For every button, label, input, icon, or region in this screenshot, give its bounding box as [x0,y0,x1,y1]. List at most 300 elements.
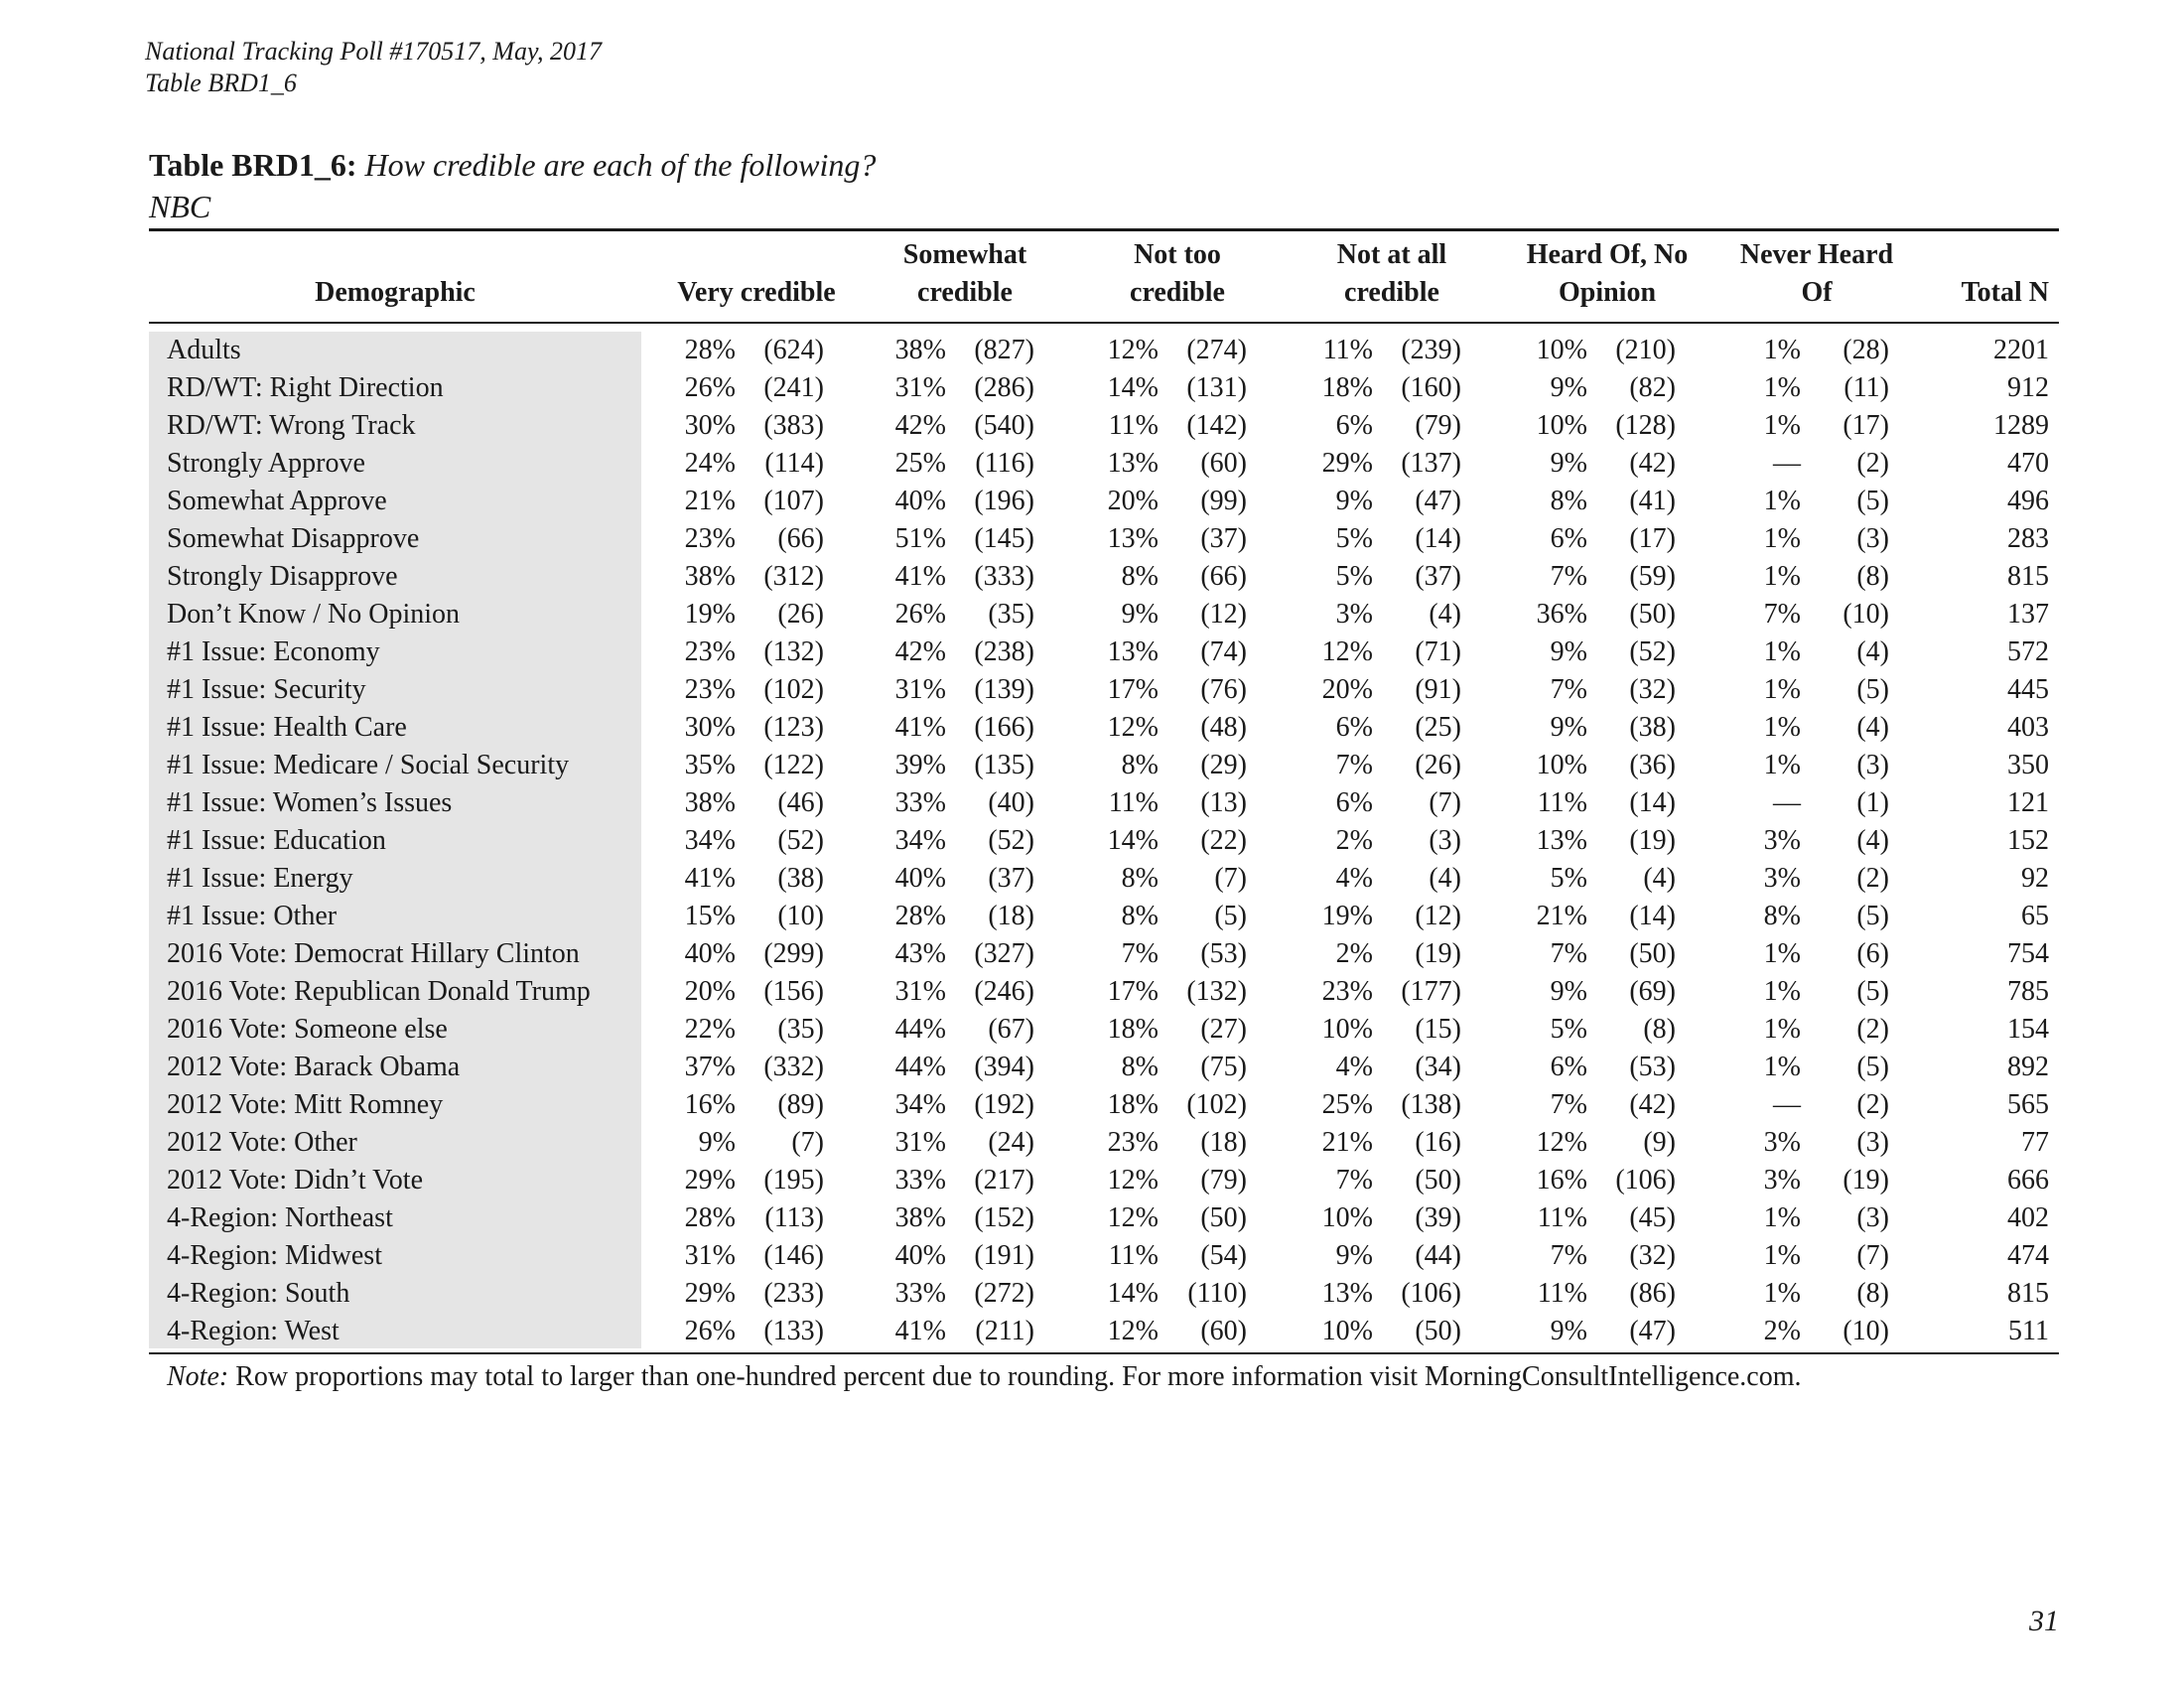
heard-of-no-opinion-percent: 12% [1536,1127,1587,1158]
not-at-all-credible-percent: 13% [1321,1278,1373,1309]
heard-of-no-opinion-count: (50) [1629,599,1676,630]
heard-of-no-opinion-count: (86) [1629,1278,1676,1309]
never-heard-of-count: (8) [1856,561,1889,592]
heard-of-no-opinion-count: (4) [1643,863,1676,894]
never-heard-of-percent: 1% [1763,750,1801,780]
not-at-all-credible-percent: 29% [1321,448,1373,479]
never-heard-of-percent: 1% [1763,335,1801,365]
very-credible-count: (52) [777,825,824,856]
somewhat-credible-percent: 31% [894,1127,946,1158]
table-title [149,145,876,185]
somewhat-credible-percent: 38% [894,335,946,365]
somewhat-credible-count: (67) [988,1014,1034,1045]
row-label: #1 Issue: Economy [167,636,380,667]
never-heard-of-count: (6) [1856,938,1889,969]
row-label: 4-Region: Midwest [167,1240,382,1271]
row-label: Don’t Know / No Opinion [167,599,461,630]
never-heard-of-percent: 1% [1763,523,1801,554]
somewhat-credible-percent: 34% [894,825,946,856]
not-at-all-credible-percent: 6% [1335,410,1373,441]
somewhat-credible-percent: 26% [894,599,946,630]
heard-of-no-opinion-count: (128) [1615,410,1676,441]
table-title-label: Table BRD1_6: [149,147,357,183]
very-credible-count: (132) [763,636,824,667]
very-credible-percent: 40% [684,938,736,969]
very-credible-percent: 38% [684,561,736,592]
somewhat-credible-percent: 41% [894,561,946,592]
row-label: 4-Region: West [167,1316,340,1346]
not-too-credible-percent: 20% [1107,486,1159,516]
somewhat-credible-count: (327) [974,938,1034,969]
heard-of-no-opinion-percent: 6% [1550,523,1587,554]
not-at-all-credible-percent: 5% [1335,561,1373,592]
very-credible-count: (38) [777,863,824,894]
never-heard-of-percent: 3% [1763,1165,1801,1196]
row-label: 2016 Vote: Someone else [167,1014,448,1045]
never-heard-of-percent: 1% [1763,372,1801,403]
somewhat-credible-percent: 39% [894,750,946,780]
not-at-all-credible-count: (177) [1401,976,1461,1007]
somewhat-credible-percent: 25% [894,448,946,479]
not-too-credible-count: (131) [1186,372,1247,403]
very-credible-percent: 24% [684,448,736,479]
header-rule [149,322,2059,324]
not-too-credible-count: (7) [1214,863,1247,894]
very-credible-count: (146) [763,1240,824,1271]
total-n: 445 [2007,674,2049,705]
somewhat-credible-count: (333) [974,561,1034,592]
very-credible-percent: 38% [684,787,736,818]
row-label: #1 Issue: Women’s Issues [167,787,453,818]
never-heard-of-percent: 1% [1763,1014,1801,1045]
table-row [149,973,2059,1011]
not-too-credible-count: (76) [1200,674,1247,705]
table-row [149,822,2059,860]
total-n: 154 [2007,1014,2049,1045]
total-n: 785 [2007,976,2049,1007]
heard-of-no-opinion-count: (17) [1629,523,1676,554]
somewhat-credible-count: (394) [974,1052,1034,1082]
very-credible-percent: 41% [684,863,736,894]
not-too-credible-percent: 12% [1107,1165,1159,1196]
heard-of-no-opinion-count: (19) [1629,825,1676,856]
row-label: RD/WT: Wrong Track [167,410,416,441]
somewhat-credible-percent: 43% [894,938,946,969]
not-at-all-credible-percent: 10% [1321,1316,1373,1346]
row-label: 2016 Vote: Democrat Hillary Clinton [167,938,580,969]
very-credible-count: (114) [764,448,824,479]
table-row [149,1124,2059,1162]
row-label: Somewhat Disapprove [167,523,420,554]
header-somewhat-credible [866,236,1064,312]
header-notatall-line2: credible [1344,277,1439,308]
never-heard-of-count: (3) [1856,1127,1889,1158]
row-label: 2016 Vote: Republican Donald Trump [167,976,591,1007]
total-n: 152 [2007,825,2049,856]
table-row [149,633,2059,671]
never-heard-of-count: (2) [1856,863,1889,894]
not-too-credible-percent: 11% [1108,1240,1159,1271]
row-label: #1 Issue: Education [167,825,386,856]
total-n: 496 [2007,486,2049,516]
never-heard-of-count: (17) [1843,410,1889,441]
very-credible-count: (233) [763,1278,824,1309]
not-too-credible-percent: 17% [1107,976,1159,1007]
not-too-credible-count: (54) [1200,1240,1247,1271]
somewhat-credible-count: (272) [974,1278,1034,1309]
never-heard-of-percent: 1% [1763,938,1801,969]
somewhat-credible-percent: 34% [894,1089,946,1120]
row-label: Strongly Approve [167,448,365,479]
row-label: #1 Issue: Security [167,674,366,705]
very-credible-percent: 23% [684,636,736,667]
not-at-all-credible-count: (19) [1415,938,1461,969]
never-heard-of-count: (10) [1843,1316,1889,1346]
total-n: 572 [2007,636,2049,667]
very-credible-count: (46) [777,787,824,818]
row-label: Strongly Disapprove [167,561,398,592]
table-row [149,407,2059,445]
heard-of-no-opinion-percent: 13% [1536,825,1587,856]
total-n: 2201 [1993,335,2049,365]
running-head [145,36,602,99]
table-row [149,1275,2059,1313]
very-credible-count: (299) [763,938,824,969]
not-too-credible-percent: 12% [1107,335,1159,365]
table-row [149,1049,2059,1086]
table-row [149,520,2059,558]
heard-of-no-opinion-percent: 10% [1536,335,1587,365]
not-too-credible-percent: 12% [1107,1202,1159,1233]
table-id: Table BRD1_6 [145,69,297,97]
never-heard-of-percent: 7% [1763,599,1801,630]
somewhat-credible-percent: 33% [894,1278,946,1309]
heard-of-no-opinion-percent: 11% [1537,1278,1587,1309]
somewhat-credible-count: (135) [974,750,1034,780]
not-too-credible-count: (29) [1200,750,1247,780]
heard-of-no-opinion-count: (52) [1629,636,1676,667]
total-n: 815 [2007,561,2049,592]
heard-of-no-opinion-percent: 7% [1550,938,1587,969]
somewhat-credible-percent: 40% [894,486,946,516]
not-at-all-credible-count: (160) [1401,372,1461,403]
total-n: 1289 [1993,410,2049,441]
header-notatall-line1: Not at all [1336,239,1447,270]
somewhat-credible-count: (37) [988,863,1034,894]
not-at-all-credible-percent: 21% [1321,1127,1373,1158]
very-credible-percent: 20% [684,976,736,1007]
never-heard-of-count: (5) [1856,674,1889,705]
total-n: 77 [2021,1127,2049,1158]
somewhat-credible-percent: 44% [894,1052,946,1082]
table-row [149,860,2059,898]
very-credible-percent: 15% [684,901,736,931]
somewhat-credible-count: (145) [974,523,1034,554]
never-heard-of-percent: 3% [1763,825,1801,856]
table-row [149,1313,2059,1350]
total-n: 121 [2007,787,2049,818]
somewhat-credible-count: (52) [988,825,1034,856]
table-row [149,1237,2059,1275]
never-heard-of-percent: 8% [1763,901,1801,931]
not-too-credible-count: (18) [1200,1127,1247,1158]
not-too-credible-count: (5) [1214,901,1247,931]
not-at-all-credible-count: (91) [1415,674,1461,705]
not-too-credible-count: (79) [1200,1165,1247,1196]
note-label: Note: [167,1361,229,1392]
very-credible-percent: 19% [684,599,736,630]
header-not-at-all-credible [1293,236,1491,312]
very-credible-percent: 28% [684,335,736,365]
not-at-all-credible-percent: 25% [1321,1089,1373,1120]
not-at-all-credible-percent: 2% [1335,938,1373,969]
not-too-credible-count: (60) [1200,1316,1247,1346]
not-too-credible-percent: 18% [1107,1014,1159,1045]
heard-of-no-opinion-percent: 9% [1550,372,1587,403]
somewhat-credible-count: (211) [975,1316,1034,1346]
not-too-credible-count: (27) [1200,1014,1247,1045]
not-too-credible-percent: 8% [1121,561,1159,592]
not-too-credible-percent: 7% [1121,938,1159,969]
heard-of-no-opinion-percent: 7% [1550,1089,1587,1120]
heard-of-no-opinion-count: (36) [1629,750,1676,780]
total-n: 754 [2007,938,2049,969]
somewhat-credible-count: (166) [974,712,1034,743]
very-credible-percent: 37% [684,1052,736,1082]
header-somewhat-line1: Somewhat [902,239,1027,270]
somewhat-credible-count: (238) [974,636,1034,667]
never-heard-of-percent: 1% [1763,1240,1801,1271]
heard-of-no-opinion-count: (14) [1629,787,1676,818]
somewhat-credible-percent: 51% [894,523,946,554]
not-at-all-credible-percent: 10% [1321,1202,1373,1233]
table-question: How credible are each of the following? [364,147,877,183]
not-too-credible-count: (53) [1200,938,1247,969]
heard-of-no-opinion-count: (14) [1629,901,1676,931]
heard-of-no-opinion-percent: 9% [1550,712,1587,743]
never-heard-of-count: (5) [1856,901,1889,931]
not-at-all-credible-count: (239) [1401,335,1461,365]
not-at-all-credible-percent: 6% [1335,712,1373,743]
not-at-all-credible-percent: 23% [1321,976,1373,1007]
not-at-all-credible-count: (4) [1429,863,1461,894]
somewhat-credible-percent: 42% [894,636,946,667]
somewhat-credible-count: (286) [974,372,1034,403]
never-heard-of-count: (4) [1856,825,1889,856]
somewhat-credible-count: (40) [988,787,1034,818]
not-at-all-credible-percent: 7% [1335,750,1373,780]
somewhat-credible-percent: 40% [894,1240,946,1271]
never-heard-of-percent: 1% [1763,636,1801,667]
not-too-credible-count: (60) [1200,448,1247,479]
very-credible-count: (66) [777,523,824,554]
not-at-all-credible-count: (7) [1429,787,1461,818]
total-n: 666 [2007,1165,2049,1196]
somewhat-credible-count: (139) [974,674,1034,705]
heard-of-no-opinion-percent: 8% [1550,486,1587,516]
table-row [149,445,2059,483]
very-credible-percent: 30% [684,712,736,743]
row-label: 2012 Vote: Didn’t Vote [167,1165,424,1196]
row-label: 2012 Vote: Mitt Romney [167,1089,444,1120]
heard-of-no-opinion-count: (53) [1629,1052,1676,1082]
total-n: 403 [2007,712,2049,743]
somewhat-credible-percent: 40% [894,863,946,894]
never-heard-of-percent: 1% [1763,1202,1801,1233]
somewhat-credible-count: (540) [974,410,1034,441]
not-too-credible-count: (22) [1200,825,1247,856]
heard-of-no-opinion-percent: 9% [1550,636,1587,667]
never-heard-of-count: (5) [1856,976,1889,1007]
header-nottoo-line2: credible [1130,277,1225,308]
very-credible-count: (195) [763,1165,824,1196]
not-at-all-credible-percent: 9% [1335,486,1373,516]
never-heard-of-count: (2) [1856,448,1889,479]
not-too-credible-count: (50) [1200,1202,1247,1233]
not-too-credible-count: (12) [1200,599,1247,630]
very-credible-count: (624) [763,335,824,365]
not-at-all-credible-count: (50) [1415,1316,1461,1346]
not-at-all-credible-percent: 19% [1321,901,1373,931]
not-at-all-credible-percent: 6% [1335,787,1373,818]
somewhat-credible-percent: 41% [894,1316,946,1346]
table-row [149,1011,2059,1049]
not-at-all-credible-percent: 12% [1321,636,1373,667]
not-too-credible-percent: 11% [1108,410,1159,441]
row-label: 4-Region: Northeast [167,1202,393,1233]
table-row [149,483,2059,520]
not-at-all-credible-count: (44) [1415,1240,1461,1271]
somewhat-credible-count: (116) [975,448,1034,479]
not-too-credible-percent: 13% [1107,448,1159,479]
not-at-all-credible-count: (79) [1415,410,1461,441]
table-row [149,558,2059,596]
somewhat-credible-count: (196) [974,486,1034,516]
never-heard-of-percent: 1% [1763,410,1801,441]
not-at-all-credible-count: (106) [1401,1278,1461,1309]
very-credible-count: (10) [777,901,824,931]
very-credible-percent: 29% [684,1278,736,1309]
not-too-credible-count: (37) [1200,523,1247,554]
heard-of-no-opinion-percent: 10% [1536,750,1587,780]
row-label: #1 Issue: Energy [167,863,353,894]
heard-of-no-opinion-count: (45) [1629,1202,1676,1233]
not-too-credible-count: (75) [1200,1052,1247,1082]
heard-of-no-opinion-percent: 16% [1536,1165,1587,1196]
total-n: 815 [2007,1278,2049,1309]
header-never-heard-of [1717,236,1916,312]
somewhat-credible-count: (217) [974,1165,1034,1196]
header-total-n: Total N [1961,277,2049,308]
total-n: 565 [2007,1089,2049,1120]
somewhat-credible-percent: 33% [894,1165,946,1196]
somewhat-credible-percent: 31% [894,674,946,705]
somewhat-credible-percent: 41% [894,712,946,743]
very-credible-percent: 26% [684,1316,736,1346]
table-row [149,1086,2059,1124]
table-row [149,369,2059,407]
total-n: 350 [2007,750,2049,780]
table-row [149,709,2059,747]
table-body [149,332,2059,1350]
not-at-all-credible-percent: 7% [1335,1165,1373,1196]
heard-of-no-opinion-count: (32) [1629,1240,1676,1271]
header-somewhat-line2: credible [917,277,1013,308]
not-at-all-credible-percent: 9% [1335,1240,1373,1271]
not-at-all-credible-count: (16) [1415,1127,1461,1158]
somewhat-credible-percent: 42% [894,410,946,441]
heard-of-no-opinion-percent: 9% [1550,448,1587,479]
never-heard-of-percent: 3% [1763,1127,1801,1158]
very-credible-percent: 23% [684,523,736,554]
total-n: 65 [2021,901,2049,931]
somewhat-credible-percent: 28% [894,901,946,931]
not-at-all-credible-percent: 10% [1321,1014,1373,1045]
table-note [167,1358,1802,1396]
very-credible-count: (122) [763,750,824,780]
not-too-credible-percent: 14% [1107,1278,1159,1309]
not-at-all-credible-percent: 5% [1335,523,1373,554]
somewhat-credible-percent: 44% [894,1014,946,1045]
never-heard-of-count: (19) [1843,1165,1889,1196]
table-row [149,596,2059,633]
never-heard-of-percent: — [1773,787,1801,818]
never-heard-of-percent: 1% [1763,1052,1801,1082]
note-text: Row proportions may total to larger than one-hundred percent due to rounding. For more information visit MorningConsultIntelligence.com. [235,1361,1802,1392]
never-heard-of-count: (2) [1856,1014,1889,1045]
never-heard-of-percent: 2% [1763,1316,1801,1346]
total-n: 92 [2021,863,2049,894]
never-heard-of-count: (11) [1843,372,1889,403]
never-heard-of-count: (2) [1856,1089,1889,1120]
heard-of-no-opinion-percent: 11% [1537,787,1587,818]
table-row [149,1162,2059,1199]
not-too-credible-count: (110) [1187,1278,1247,1309]
not-too-credible-percent: 9% [1121,599,1159,630]
not-too-credible-count: (74) [1200,636,1247,667]
not-at-all-credible-count: (12) [1415,901,1461,931]
not-too-credible-count: (13) [1200,787,1247,818]
poll-name: National Tracking Poll #170517, May, 2017 [145,37,603,66]
somewhat-credible-count: (246) [974,976,1034,1007]
very-credible-count: (156) [763,976,824,1007]
heard-of-no-opinion-count: (69) [1629,976,1676,1007]
not-at-all-credible-count: (37) [1415,561,1461,592]
not-too-credible-percent: 23% [1107,1127,1159,1158]
somewhat-credible-count: (192) [974,1089,1034,1120]
row-label: #1 Issue: Health Care [167,712,407,743]
never-heard-of-percent: 1% [1763,712,1801,743]
never-heard-of-percent: 1% [1763,1278,1801,1309]
total-n: 892 [2007,1052,2049,1082]
heard-of-no-opinion-percent: 21% [1536,901,1587,931]
very-credible-percent: 28% [684,1202,736,1233]
somewhat-credible-percent: 31% [894,372,946,403]
not-too-credible-count: (99) [1200,486,1247,516]
not-at-all-credible-count: (14) [1415,523,1461,554]
heard-of-no-opinion-count: (59) [1629,561,1676,592]
not-at-all-credible-count: (138) [1401,1089,1461,1120]
not-too-credible-percent: 12% [1107,1316,1159,1346]
never-heard-of-count: (8) [1856,1278,1889,1309]
never-heard-of-count: (10) [1843,599,1889,630]
heard-of-no-opinion-count: (42) [1629,1089,1676,1120]
never-heard-of-count: (5) [1856,1052,1889,1082]
table-row [149,332,2059,369]
somewhat-credible-count: (35) [988,599,1034,630]
not-too-credible-percent: 14% [1107,372,1159,403]
never-heard-of-count: (7) [1856,1240,1889,1271]
